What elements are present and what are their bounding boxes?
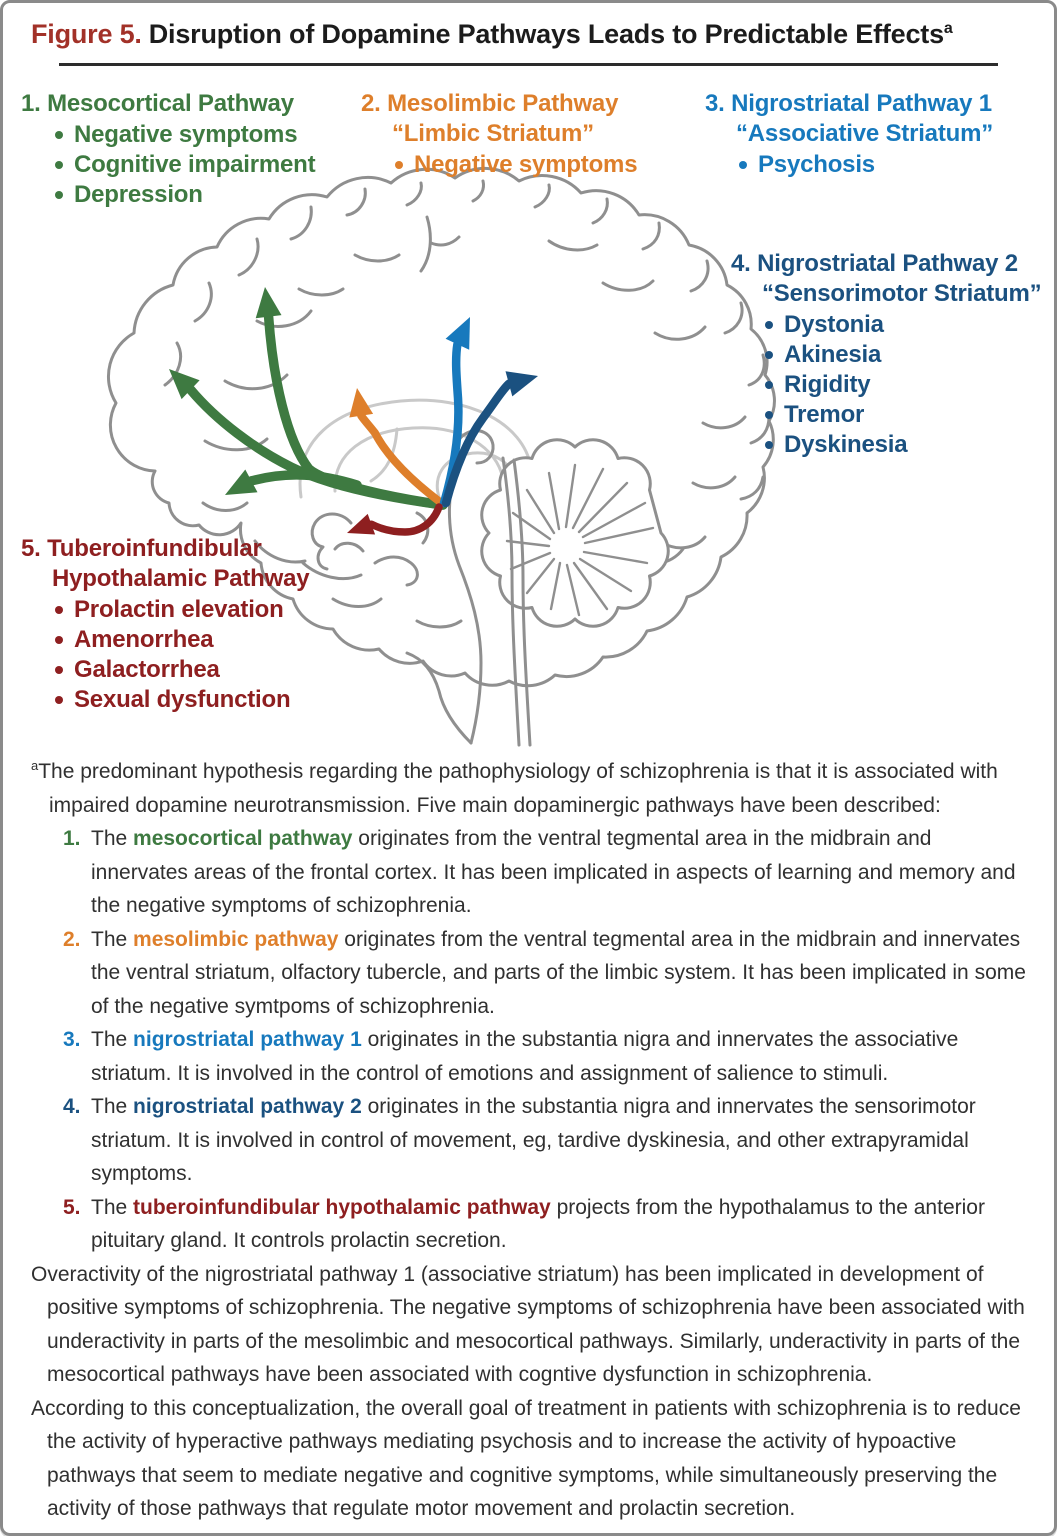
footnote-item-mesolimbic xyxy=(31,923,1030,1024)
item-text: The xyxy=(91,827,134,850)
pathway-number: 5. xyxy=(21,535,41,562)
pathway-label-tuberoinfundibular xyxy=(21,534,309,715)
pathway-label-title xyxy=(21,534,309,564)
item-text: originates from the ventral tegmental area in the midbrain and innervates the ventral striatum, olfactory tubercle, and parts of the limbic system. It has been implicated in some of the negative symtpoms of schizophrenia. xyxy=(91,927,1026,1018)
symptom-item: Negative symptoms xyxy=(392,150,637,180)
pathway-label-mesolimbic xyxy=(361,89,637,180)
figure-title-bar xyxy=(3,3,1054,66)
pathway-symptoms xyxy=(52,120,315,210)
item-number: 5. xyxy=(63,1195,81,1219)
pathway-label-title xyxy=(705,89,993,119)
pathway-name: Tuberoinfundibular xyxy=(47,535,262,562)
pathway-subtitle: Hypothalamic Pathway xyxy=(52,565,310,592)
symptom-item: Amenorrhea xyxy=(52,625,309,655)
footnote-intro xyxy=(31,755,1030,822)
figure-title xyxy=(31,17,1026,51)
footnote-item-tuberoinfundibular xyxy=(31,1191,1030,1258)
symptom-item: Dystonia xyxy=(762,310,1041,340)
item-number: 3. xyxy=(63,1028,81,1051)
symptom-item: Cognitive impairment xyxy=(52,150,315,180)
footnote-closing-paragraph: Overactivity of the nigrostriatal pathway 1 (associative striatum) has been implicated in development of positive symptoms of schizophrenia. The negative symptoms of schizophrenia have been associated with underactivity in parts of the mesolimbic and mesocortical pathways. Similarly, underactivity in parts of the mesocortical pathways have been associated with cogntive dysfunction in schizophrenia. xyxy=(31,1262,1025,1386)
pathway-label-title xyxy=(361,89,637,119)
symptom-item: Tremor xyxy=(762,400,1041,430)
item-text: The xyxy=(91,1028,134,1051)
pathway-label-title xyxy=(731,249,1041,279)
figure-title-text: Disruption of Dopamine Pathways Leads to Predictable Effects xyxy=(148,19,944,49)
pathway-symptoms xyxy=(52,595,309,715)
pathway-subtitle: “Associative Striatum” xyxy=(736,120,994,147)
pathway-subtitle: “Limbic Striatum” xyxy=(392,120,594,147)
pathway-name-highlight: nigrostriatal pathway 1 xyxy=(133,1028,362,1051)
pathway-label-nigrostriatal-2 xyxy=(731,249,1041,460)
footnote-closing-paragraph: According to this conceptualization, the overall goal of treatment in patients with schizophrenia is to reduce the activity of hyperactive pathways mediating psychosis and to increase the activity of hypoactive pathways that seem to mediate negative and cognitive symptoms, while simultaneously preserving the activity of those pathways that regulate motor movement and prolactin secretion. xyxy=(31,1396,1021,1520)
pathway-name-highlight: mesocortical pathway xyxy=(133,827,353,850)
pathway-number: 4. xyxy=(731,250,751,277)
footnote-item-nigrostriatal-1 xyxy=(31,1023,1030,1090)
pathway-label-mesocortical xyxy=(21,89,315,210)
pathway-number: 2. xyxy=(361,90,381,117)
pathway-symptoms xyxy=(736,150,993,180)
item-number: 2. xyxy=(63,927,81,951)
pathway-symptoms xyxy=(762,310,1041,460)
pathway-subtitle: “Sensorimotor Striatum” xyxy=(762,280,1042,307)
footnote-intro-text: The predominant hypothesis regarding the pathophysiology of schizophrenia is that it is associated with impaired dopamine neurotransmission. Five main dopaminergic pathways have been described: xyxy=(38,760,998,817)
item-text: originates from the ventral tegmental area in the midbrain and innervates areas of the frontal cortex. It has been implicated in aspects of learning and memory and the negative symptoms of schizophrenia. xyxy=(91,827,1016,917)
symptom-item: Sexual dysfunction xyxy=(52,685,309,715)
pathway-name: Nigrostriatal Pathway 1 xyxy=(731,90,992,117)
symptom-item: Negative symptoms xyxy=(52,120,315,150)
item-text: originates in the substantia nigra and innervates the sensorimotor striatum. It is involved in control of movement, eg, tardive dyskinesia, and other extrapyramidal symptoms. xyxy=(91,1095,976,1185)
pathway-name: Mesolimbic Pathway xyxy=(387,90,619,117)
brain-pathway-diagram xyxy=(3,83,1054,751)
item-number: 4. xyxy=(63,1095,81,1118)
symptom-item: Depression xyxy=(52,180,315,210)
pathway-name-highlight: nigrostriatal pathway 2 xyxy=(133,1095,362,1118)
item-text: The xyxy=(91,1195,134,1219)
pathway-number: 1. xyxy=(21,90,41,117)
item-text: projects from the hypothalamus to the anterior pituitary gland. It controls prolactin secretion. xyxy=(91,1195,985,1252)
item-text: The xyxy=(91,1095,134,1118)
symptom-item: Prolactin elevation xyxy=(52,595,309,625)
pathway-number: 3. xyxy=(705,90,725,117)
item-text: The xyxy=(91,927,134,951)
footnote-item-nigrostriatal-2 xyxy=(31,1090,1030,1191)
pathway-label-title xyxy=(21,89,315,119)
item-text: originates in the substantia nigra and innervates the associative striatum. It is involved in the control of emotions and assignment of salience to stimuli. xyxy=(91,1028,959,1085)
pathway-name-highlight: mesolimbic pathway xyxy=(133,927,339,951)
pathway-symptoms xyxy=(392,150,637,180)
pathway-name: Mesocortical Pathway xyxy=(47,90,294,117)
symptom-item: Rigidity xyxy=(762,370,1041,400)
symptom-item: Galactorrhea xyxy=(52,655,309,685)
pathway-label-nigrostriatal-1 xyxy=(705,89,993,180)
symptom-item: Dyskinesia xyxy=(762,430,1041,460)
pathway-name-highlight: tuberoinfundibular hypothalamic pathway xyxy=(133,1195,551,1219)
symptom-item: Psychosis xyxy=(736,150,993,180)
symptom-item: Akinesia xyxy=(762,340,1041,370)
pathway-name: Nigrostriatal Pathway 2 xyxy=(757,250,1018,277)
figure-title-superscript: a xyxy=(943,20,953,37)
title-divider xyxy=(59,63,998,66)
footnote-item-mesocortical xyxy=(31,822,1030,923)
item-number: 1. xyxy=(63,827,81,850)
figure-footnote xyxy=(3,751,1054,1526)
figure-number-label: Figure 5. xyxy=(31,19,142,49)
footnote-marker: a xyxy=(31,758,39,773)
